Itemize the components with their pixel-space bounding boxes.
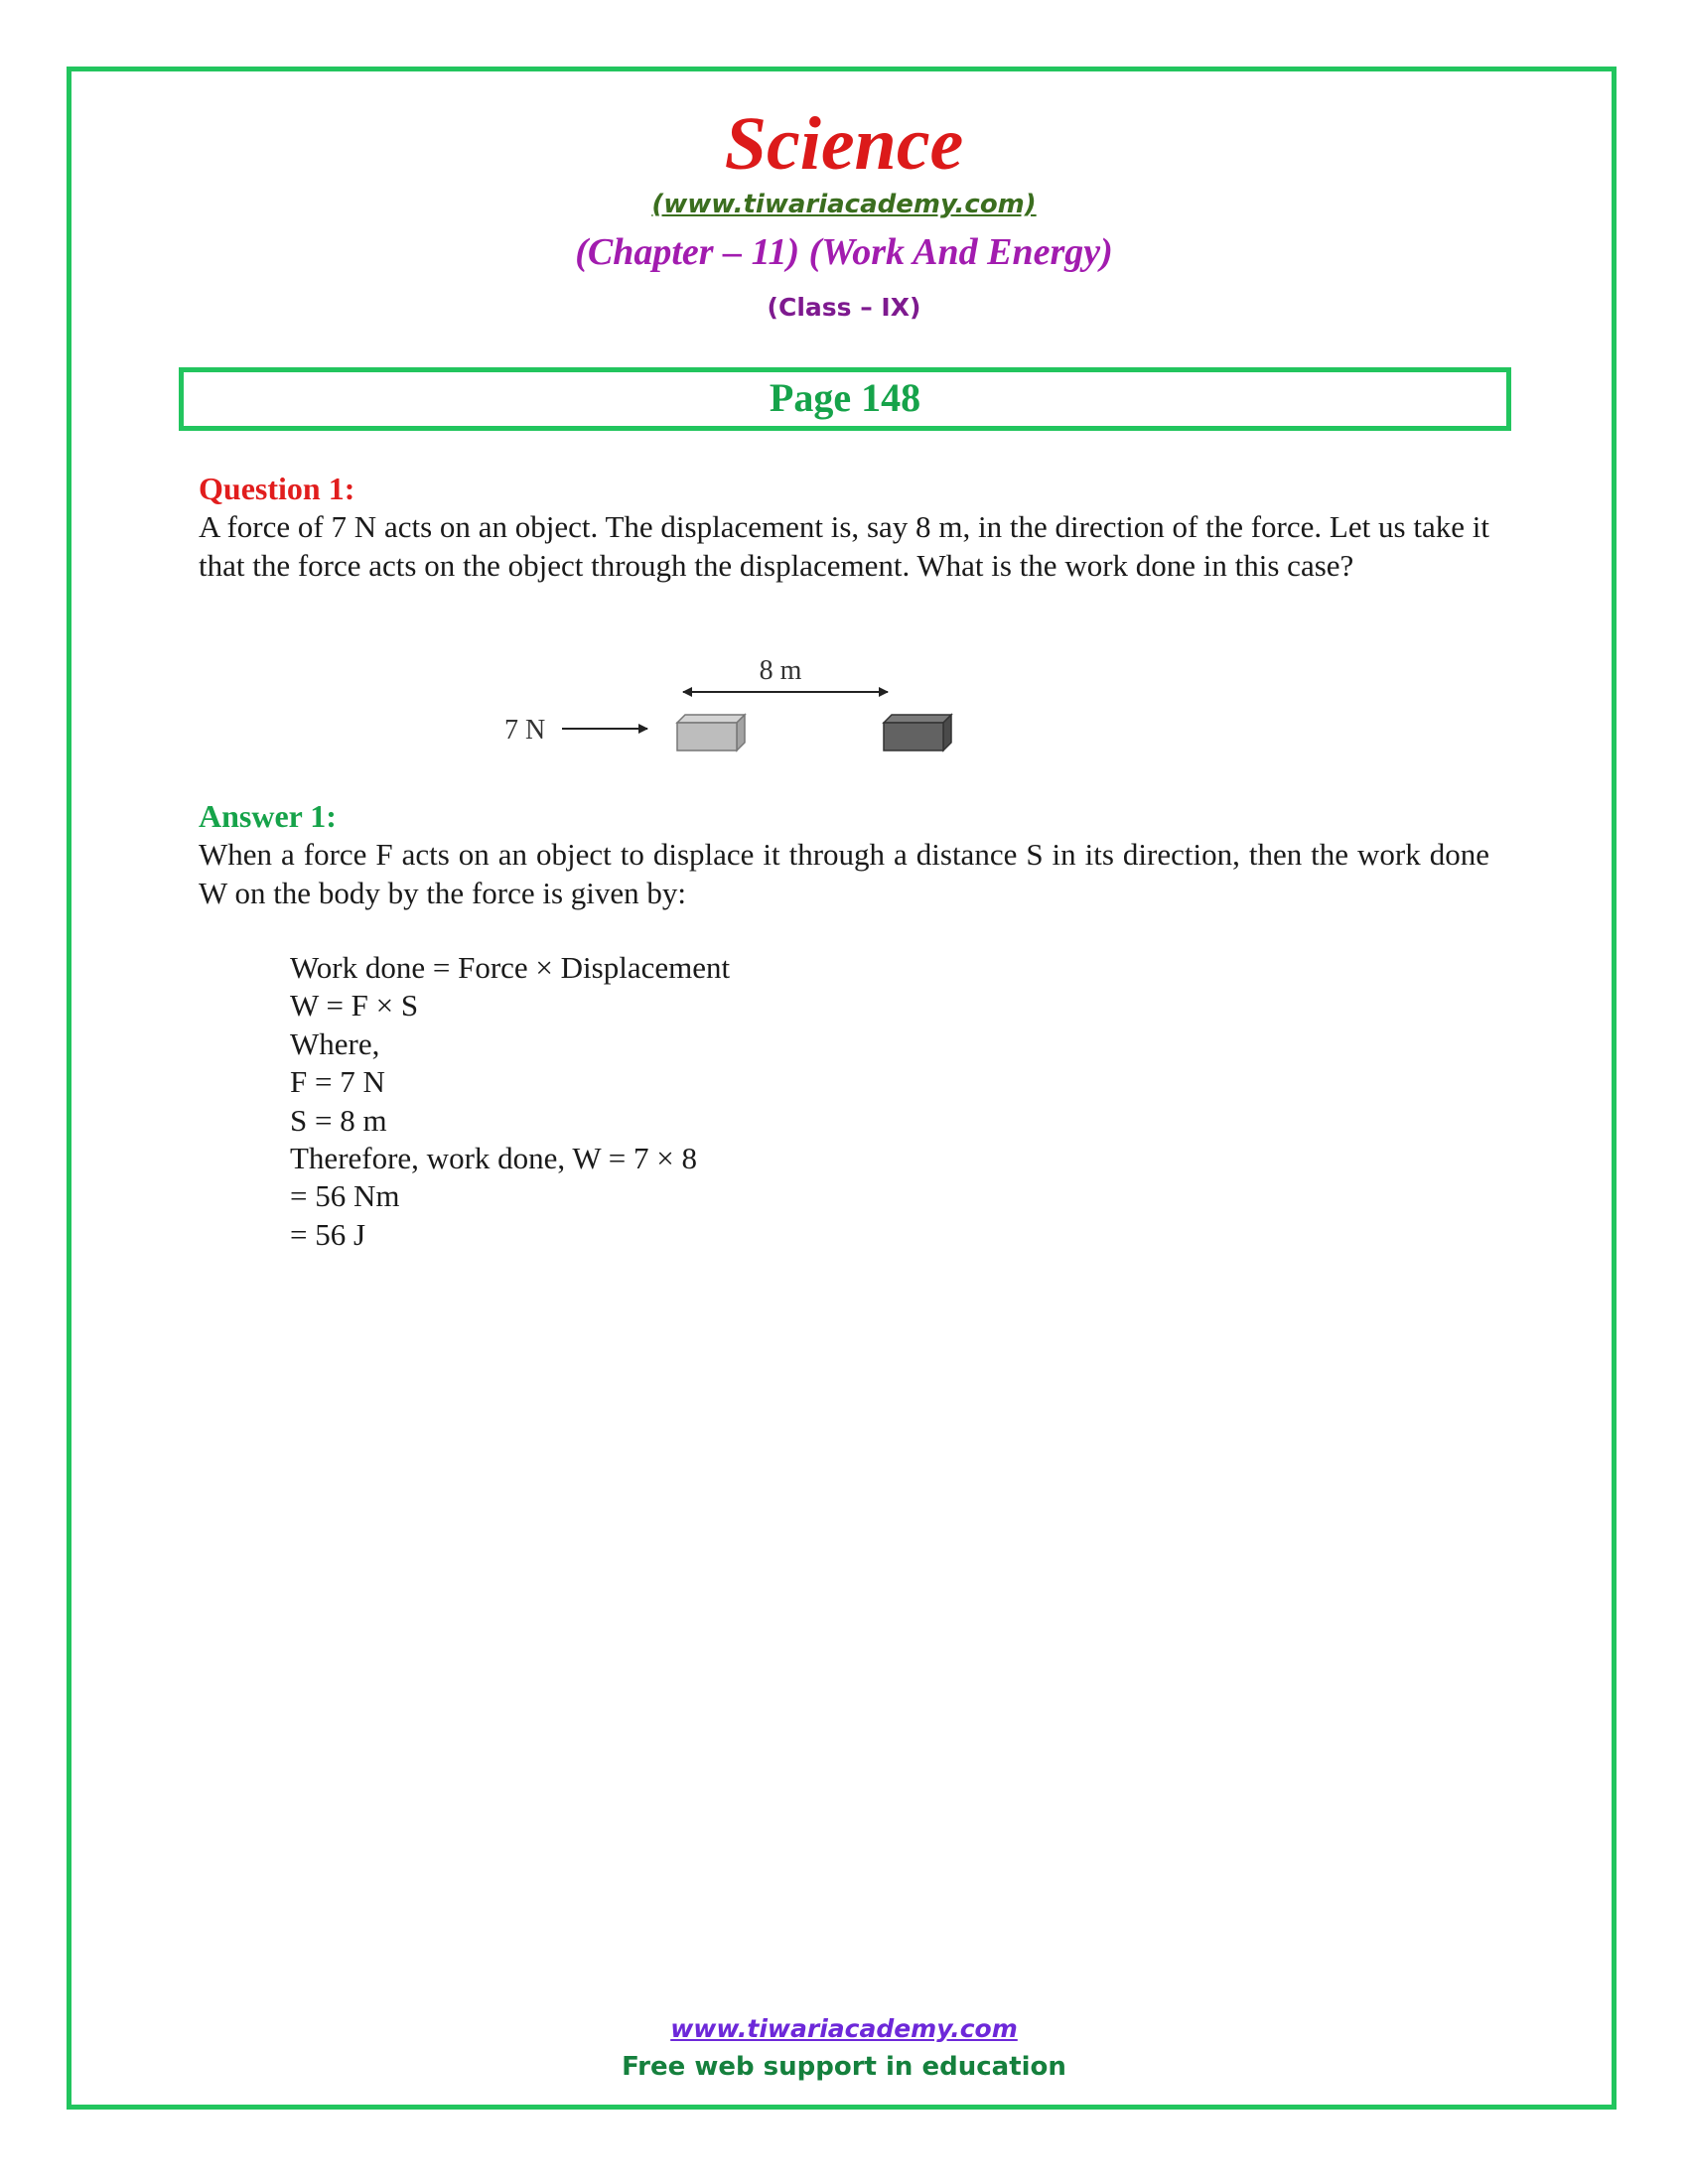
solution-steps: [290, 949, 730, 1254]
answer-text: When a force F acts on an object to displace it through a distance S in its direction, then the work done W on the body by the force is given by:: [199, 837, 1489, 910]
force-label: 7 N: [504, 715, 546, 746]
page-number-box: [179, 367, 1511, 431]
solution-step: = 56 Nm: [290, 1178, 400, 1214]
solution-step: F = 7 N: [290, 1064, 385, 1100]
solution-step: S = 8 m: [290, 1102, 387, 1138]
footer-tagline: Free web support in education: [622, 2052, 1066, 2082]
chapter-heading: (Chapter – 11) (Work And Energy): [575, 231, 1113, 273]
answer-heading: Answer 1:: [199, 798, 337, 834]
solution-step: Therefore, work done, W = 7 × 8: [290, 1141, 698, 1176]
initial-block: [677, 715, 745, 751]
website-header: [0, 187, 1688, 222]
class-label: (Class – IX): [767, 293, 921, 322]
force-displacement-diagram: [487, 645, 993, 754]
solution-step: Where,: [290, 1025, 380, 1061]
solution-step: = 56 J: [290, 1216, 366, 1252]
distance-label: 8 m: [759, 655, 802, 686]
website-link[interactable]: (www.tiwariacademy.com): [651, 190, 1037, 219]
page-number: Page 148: [769, 375, 921, 420]
footer-website: [0, 2012, 1688, 2046]
question-heading: Question 1:: [199, 471, 355, 506]
final-block: [884, 715, 951, 751]
solution-step: Work done = Force × Displacement: [290, 950, 731, 985]
footer-link[interactable]: www.tiwariacademy.com: [670, 2014, 1018, 2043]
page-title: Science: [724, 102, 964, 186]
question-text: A force of 7 N acts on an object. The displacement is, say 8 m, in the direction of the force. Let us take it that the force acts on the object through the displacement. What is the work done in this case?: [199, 509, 1489, 583]
solution-step: W = F × S: [290, 988, 419, 1024]
